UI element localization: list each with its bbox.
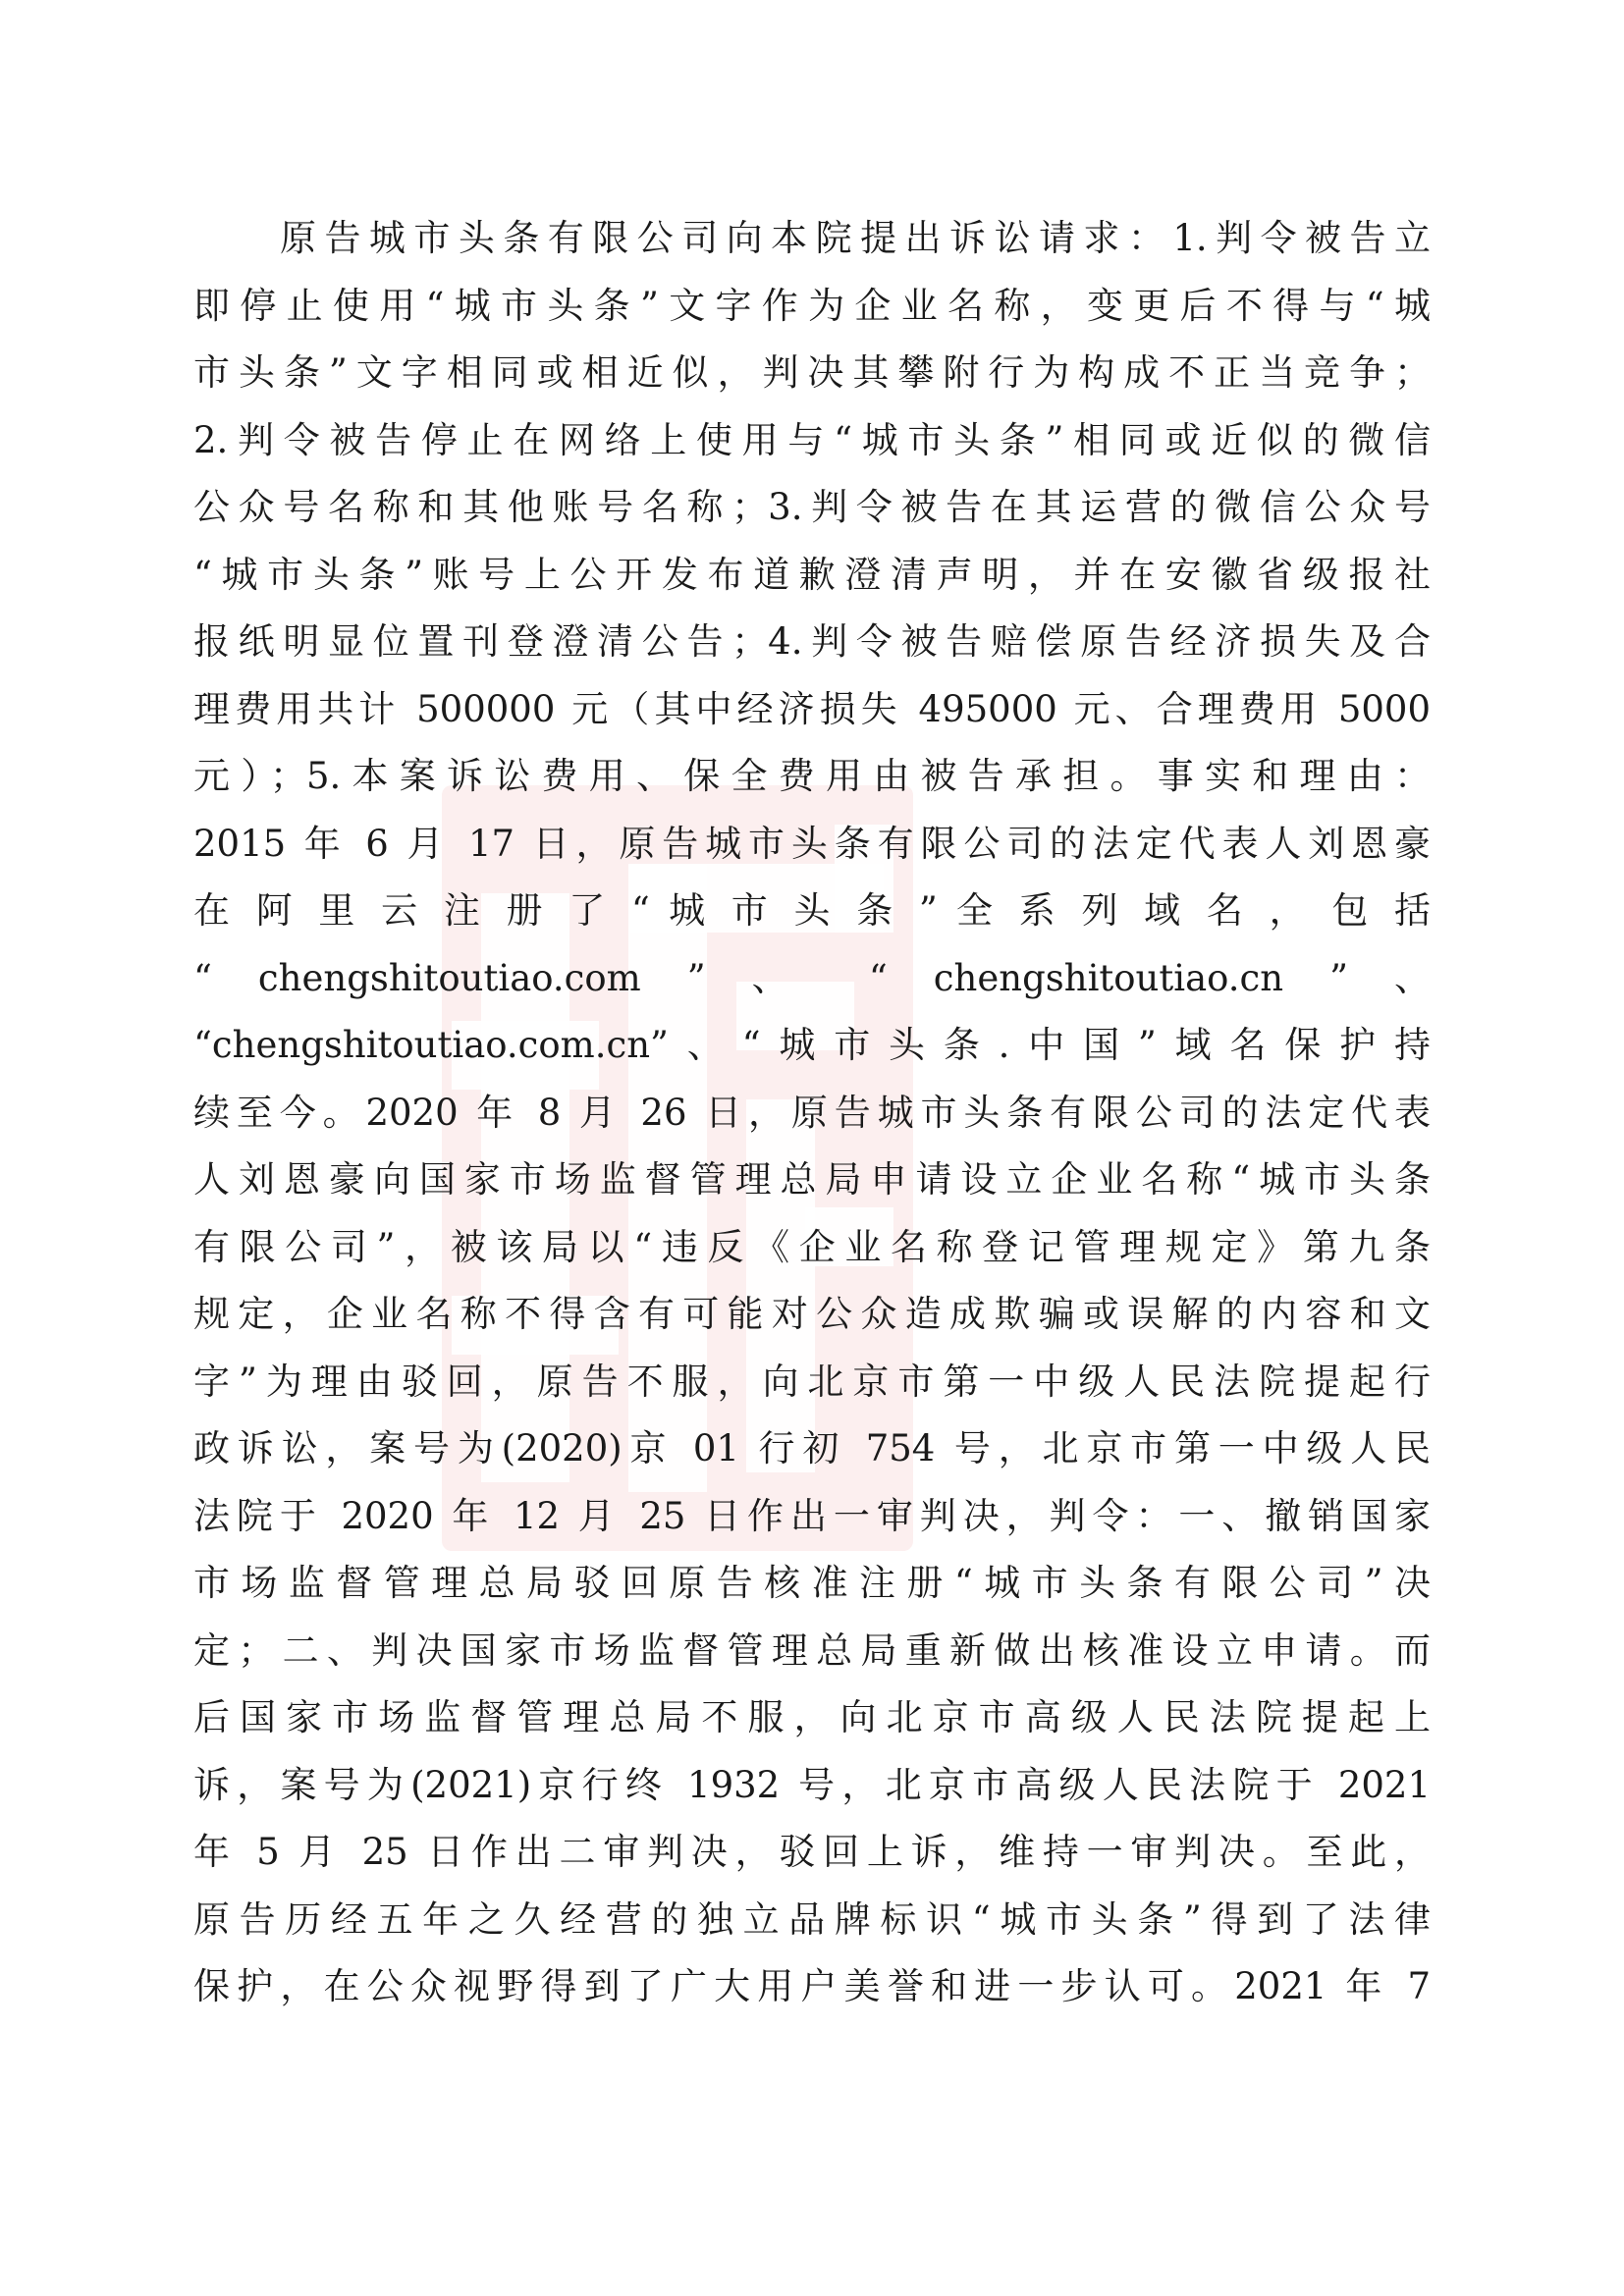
paragraph-line: 续至今。2020 年 8 月 26 日，原告城市头条有限公司的法定代表 [193, 1091, 1431, 1134]
paragraph-line: 2.判令被告停止在网络上使用与“城市头条”相同或近似的微信 [193, 418, 1431, 461]
paragraph-line: 规定，企业名称不得含有可能对公众造成欺骗或误解的内容和文 [193, 1293, 1431, 1335]
paragraph-line: 字”为理由驳回，原告不服，向北京市第一中级人民法院提起行 [193, 1360, 1431, 1403]
document-body [193, 205, 1431, 2021]
paragraph-line: 定；二、判决国家市场监督管理总局重新做出核准设立申请。而 [193, 1629, 1431, 1672]
paragraph-line: “城市头条”账号上公开发布道歉澄清声明，并在安徽省级报社 [193, 553, 1431, 596]
paragraph-line: 元）；5.本案诉讼费用、保全费用由被告承担。事实和理由： [193, 755, 1431, 797]
paragraph-line: 市场监督管理总局驳回原告核准注册“城市头条有限公司”决 [193, 1562, 1431, 1604]
paragraph-line: 市头条”文字相同或相近似，判决其攀附行为构成不正当竞争； [193, 351, 1431, 394]
paragraph-line: 原告城市头条有限公司向本院提出诉讼请求：1.判令被告立 [280, 217, 1431, 259]
paragraph-line: 公众号名称和其他账号名称；3.判令被告在其运营的微信公众号 [193, 486, 1431, 528]
paragraph-line: 诉，案号为(2021)京行终 1932 号，北京市高级人民法院于 2021 [193, 1763, 1431, 1806]
paragraph-line: 在 阿 里 云 注 册 了 “ 城 市 头 条 ” 全 系 列 域 名 ， 包 括 [193, 889, 1431, 932]
paragraph-line: 政诉讼，案号为(2020)京 01 行初 754 号，北京市第一中级人民 [193, 1427, 1431, 1469]
paragraph-line: 2015 年 6 月 17 日，原告城市头条有限公司的法定代表人刘恩豪 [193, 822, 1431, 865]
paragraph-line: 有限公司”，被该局以“违反《企业名称登记管理规定》第九条 [193, 1225, 1431, 1268]
paragraph-line: 法院于 2020 年 12 月 25 日作出一审判决，判令：一、撤销国家 [193, 1494, 1431, 1537]
paragraph-line: 报纸明显位置刊登澄清公告；4.判令被告赔偿原告经济损失及合 [193, 620, 1431, 663]
paragraph-line: “chengshitoutiao.com.cn”、“城市头条.中国”域名保护持 [193, 1024, 1431, 1066]
paragraph-line: 即停止使用“城市头条”文字作为企业名称，变更后不得与“城 [193, 284, 1431, 327]
paragraph-line: 后国家市场监督管理总局不服，向北京市高级人民法院提起上 [193, 1696, 1431, 1738]
paragraph-line: “ chengshitoutiao.com ” 、 “ chengshitoutiao.cn ” 、 [193, 956, 1431, 999]
paragraph-line: 年 5 月 25 日作出二审判决，驳回上诉，维持一审判决。至此， [193, 1831, 1431, 1873]
paragraph-line: 理费用共计 500000 元（其中经济损失 495000 元、合理费用 5000 [193, 687, 1431, 730]
paragraph-line: 保护，在公众视野得到了广大用户美誉和进一步认可。2021 年 7 [193, 1965, 1431, 2007]
paragraph-line: 原告历经五年之久经营的独立品牌标识“城市头条”得到了法律 [193, 1897, 1431, 1941]
paragraph-line: 人刘恩豪向国家市场监督管理总局申请设立企业名称“城市头条 [193, 1158, 1431, 1201]
